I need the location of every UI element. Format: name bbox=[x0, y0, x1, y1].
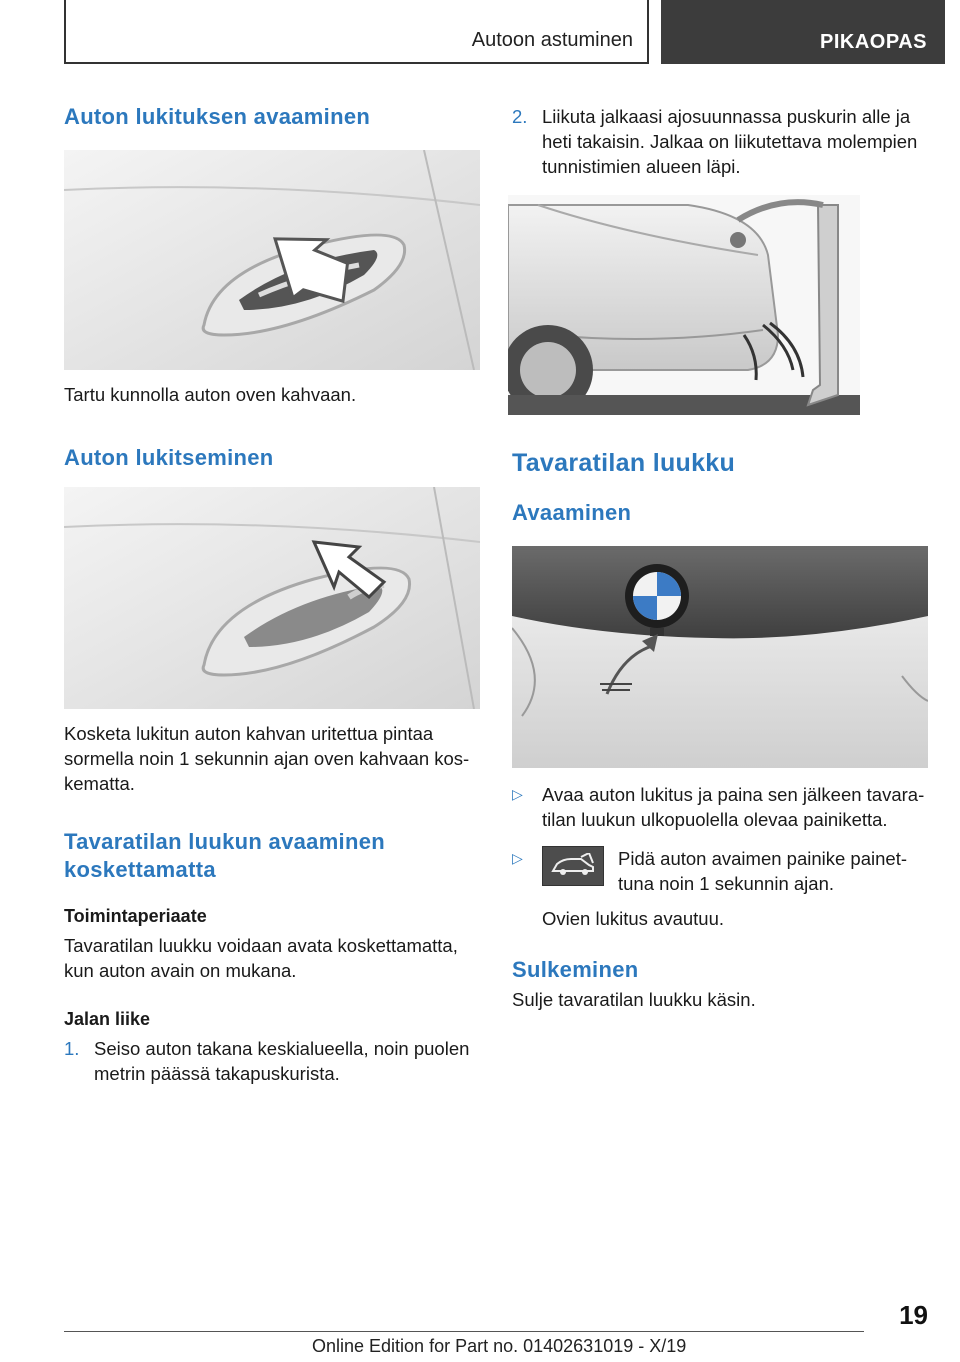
close-heading: Sulkeminen bbox=[512, 957, 639, 982]
key-trunk-button-icon bbox=[542, 846, 604, 886]
foot-movement-heading: Jalan liike bbox=[64, 1009, 151, 1029]
step-2-line: Liikuta jalkaasi ajosuunnassa puskurin alle ja bbox=[542, 106, 911, 127]
trunk-button-figure bbox=[512, 546, 928, 768]
lock-caption bbox=[64, 721, 480, 796]
footer-edition: Online Edition for Part no. 01402631019 - X/19 bbox=[312, 1336, 687, 1356]
door-handle-unlock-figure bbox=[64, 150, 480, 370]
close-text: Sulje tavaratilan luukku käsin. bbox=[512, 989, 756, 1010]
trunk-touchless-heading-line: koskettamatta bbox=[64, 857, 216, 882]
lock-caption-line: sormella noin 1 sekunnin ajan oven kahvaan kos- bbox=[64, 748, 470, 769]
step-1 bbox=[64, 1036, 480, 1086]
header-section-box bbox=[64, 0, 649, 64]
result-text: Ovien lukitus avautuu. bbox=[542, 908, 725, 929]
footer-divider bbox=[64, 1331, 864, 1332]
triangle-bullet-icon: ▷ bbox=[512, 850, 523, 866]
step-1-line: metrin päässä takapuskurista. bbox=[94, 1063, 340, 1084]
step-2 bbox=[512, 104, 928, 179]
trunk-heading: Tavaratilan luukku bbox=[512, 449, 736, 477]
header-chapter-title: PIKAOPAS bbox=[820, 31, 927, 53]
foot-kick-figure bbox=[508, 195, 860, 415]
left-column bbox=[64, 96, 480, 1086]
bullet-1 bbox=[512, 782, 928, 832]
bullet-2-text bbox=[618, 846, 907, 896]
step-2-line: tunnistimien alueen läpi. bbox=[542, 156, 741, 177]
principle-heading: Toimintaperiaate bbox=[64, 906, 207, 926]
door-handle-lock-figure bbox=[64, 487, 480, 709]
trunk-touchless-heading bbox=[64, 828, 480, 884]
bullet-2-line: Pidä auton avaimen painike painet- bbox=[618, 848, 907, 869]
bullet-2-line: tuna noin 1 sekunnin ajan. bbox=[618, 873, 835, 894]
lock-heading: Auton lukitseminen bbox=[64, 445, 274, 470]
trunk-touchless-heading-line: Tavaratilan luukun avaaminen bbox=[64, 829, 385, 854]
bullet-1-line: Avaa auton lukitus ja paina sen jälkeen tavara- bbox=[542, 784, 925, 805]
lock-caption-line: Kosketa lukitun auton kahvan uritettua pintaa bbox=[64, 723, 434, 744]
step-1-line: Seiso auton takana keskialueella, noin puolen bbox=[94, 1038, 470, 1059]
triangle-bullet-icon: ▷ bbox=[512, 786, 523, 802]
step-2-number: 2. bbox=[512, 106, 528, 127]
bullet-2 bbox=[512, 846, 928, 896]
page-number: 19 bbox=[899, 1300, 928, 1330]
right-column bbox=[512, 104, 928, 1012]
lock-caption-line: kematta. bbox=[64, 773, 135, 794]
principle-text bbox=[64, 933, 480, 983]
principle-line: kun auton avain on mukana. bbox=[64, 960, 297, 981]
header-chapter-box bbox=[661, 0, 945, 64]
step-2-line: heti takaisin. Jalkaa on liikutettava molempien bbox=[542, 131, 918, 152]
bullet-1-line: tilan luukun ulkopuolella olevaa painiketta. bbox=[542, 809, 888, 830]
unlock-heading: Auton lukituksen avaaminen bbox=[64, 104, 371, 129]
step-1-number: 1. bbox=[64, 1038, 80, 1059]
principle-line: Tavaratilan luukku voidaan avata koskettamatta, bbox=[64, 935, 458, 956]
open-heading: Avaaminen bbox=[512, 500, 632, 525]
unlock-caption: Tartu kunnolla auton oven kahvaan. bbox=[64, 384, 357, 405]
header-section-title: Autoon astuminen bbox=[471, 29, 633, 51]
